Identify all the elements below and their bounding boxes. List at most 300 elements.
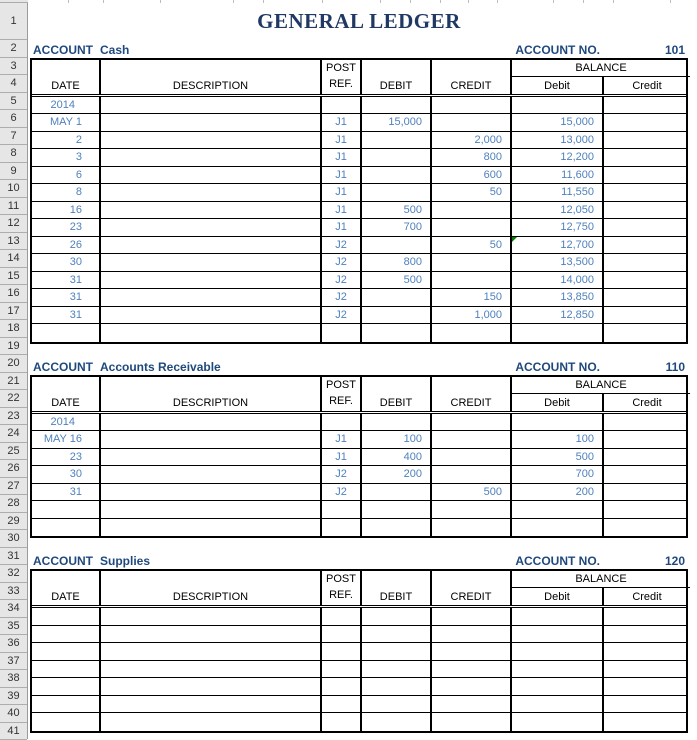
row-number[interactable]: 31 — [0, 548, 27, 566]
ledger-row — [32, 449, 686, 467]
cell-credit[interactable] — [430, 608, 510, 625]
cell-balance-debit[interactable] — [510, 696, 602, 713]
cell-credit[interactable]: 150 — [430, 289, 510, 306]
cell-credit[interactable] — [430, 414, 510, 431]
ledger-row — [32, 237, 686, 255]
row-number[interactable]: 29 — [0, 513, 27, 531]
ledger-row — [32, 608, 686, 626]
cell-description[interactable] — [99, 696, 320, 713]
col-header-debit: DEBIT — [360, 571, 430, 605]
ledger-table-header — [32, 377, 686, 414]
cell-credit[interactable] — [430, 626, 510, 643]
ref-label: REF. — [329, 77, 353, 92]
cell-date[interactable]: 16 — [32, 202, 99, 219]
cell-debit[interactable] — [360, 97, 430, 114]
account-label: ACCOUNT — [30, 554, 100, 568]
cell-date[interactable]: 31 — [32, 307, 99, 324]
cell-balance-debit[interactable]: 12,050 — [510, 202, 602, 219]
cell-date[interactable] — [32, 678, 99, 695]
cell-balance-debit[interactable] — [510, 97, 602, 114]
col-header-description: DESCRIPTION — [99, 60, 320, 94]
cell-balance-debit[interactable]: 12,700 — [510, 237, 602, 254]
cell-description[interactable] — [99, 678, 320, 695]
cell-debit[interactable] — [360, 307, 430, 324]
cell-balance-debit[interactable]: 200 — [510, 484, 602, 501]
row-number[interactable]: 7 — [0, 128, 27, 146]
cell-post-ref[interactable]: J1 — [320, 184, 360, 201]
cell-balance-debit[interactable] — [510, 713, 602, 731]
cell-post-ref[interactable]: J2 — [320, 466, 360, 483]
col-header-date: DATE — [32, 377, 99, 411]
row-number-gutter — [0, 3, 28, 739]
row-number[interactable]: 11 — [0, 198, 27, 216]
cell-post-ref[interactable]: J2 — [320, 272, 360, 289]
cell-debit[interactable]: 100 — [360, 431, 430, 448]
cell-balance-debit[interactable]: 13,000 — [510, 132, 602, 149]
cell-debit[interactable] — [360, 184, 430, 201]
cell-balance-credit[interactable] — [602, 132, 690, 149]
ledger-row — [32, 97, 686, 115]
cell-credit[interactable]: 50 — [430, 237, 510, 254]
ledger-row — [32, 184, 686, 202]
cell-credit[interactable] — [430, 519, 510, 537]
cell-description[interactable] — [99, 132, 320, 149]
cell-description[interactable] — [99, 414, 320, 431]
cell-credit[interactable] — [430, 97, 510, 114]
cell-balance-credit[interactable] — [602, 97, 690, 114]
account-name: Accounts Receivable — [100, 360, 221, 374]
cell-credit[interactable] — [430, 324, 510, 342]
cell-description[interactable] — [99, 466, 320, 483]
cell-debit[interactable] — [360, 678, 430, 695]
col-header-description: DESCRIPTION — [99, 571, 320, 605]
col-header-credit: CREDIT — [430, 571, 510, 605]
cell-post-ref[interactable] — [320, 626, 360, 643]
row-number[interactable]: 6 — [0, 110, 27, 128]
cell-debit[interactable] — [360, 132, 430, 149]
ledger-row — [32, 114, 686, 132]
cell-date[interactable]: 2014 — [32, 414, 99, 431]
cell-description[interactable] — [99, 149, 320, 166]
cell-date[interactable]: 30 — [32, 254, 99, 271]
col-header-balance-credit: Credit — [602, 588, 690, 605]
cell-post-ref[interactable] — [320, 696, 360, 713]
cell-post-ref[interactable] — [320, 414, 360, 431]
row-number[interactable]: 17 — [0, 303, 27, 321]
cell-balance-credit[interactable] — [602, 289, 690, 306]
ledger-row — [32, 202, 686, 220]
col-header-post-ref — [320, 60, 360, 94]
row-number[interactable]: 36 — [0, 635, 27, 653]
cell-post-ref[interactable] — [320, 501, 360, 518]
col-header-balance-credit: Credit — [602, 394, 690, 411]
col-header-balance-debit: Debit — [510, 394, 602, 411]
row-number[interactable]: 33 — [0, 583, 27, 601]
ledger-row — [32, 431, 686, 449]
cell-balance-credit[interactable] — [602, 501, 690, 518]
ledger-row — [32, 626, 686, 644]
ledger-row — [32, 484, 686, 502]
cell-debit[interactable]: 800 — [360, 254, 430, 271]
cell-credit[interactable] — [430, 501, 510, 518]
cell-date[interactable] — [32, 696, 99, 713]
cell-credit[interactable] — [430, 254, 510, 271]
cell-post-ref[interactable]: J1 — [320, 167, 360, 184]
cell-balance-debit[interactable] — [510, 678, 602, 695]
account-section — [30, 357, 688, 538]
cell-debit[interactable]: 700 — [360, 219, 430, 236]
col-header-balance-debit: Debit — [510, 588, 602, 605]
cell-date[interactable]: 31 — [32, 272, 99, 289]
ledger-table — [30, 58, 688, 344]
cell-debit[interactable] — [360, 501, 430, 518]
cell-date[interactable] — [32, 519, 99, 537]
cell-credit[interactable] — [430, 466, 510, 483]
cell-balance-debit[interactable] — [510, 414, 602, 431]
cell-debit[interactable] — [360, 484, 430, 501]
row-number[interactable]: 40 — [0, 705, 27, 723]
row-number[interactable]: 39 — [0, 688, 27, 706]
cell-credit[interactable]: 2,000 — [430, 132, 510, 149]
row-number[interactable]: 12 — [0, 215, 27, 233]
cell-balance-debit[interactable] — [510, 643, 602, 660]
cell-post-ref[interactable]: J1 — [320, 114, 360, 131]
cell-balance-debit[interactable] — [510, 626, 602, 643]
cell-description[interactable] — [99, 643, 320, 660]
cell-balance-debit[interactable]: 11,550 — [510, 184, 602, 201]
cell-credit[interactable] — [430, 114, 510, 131]
cell-date[interactable] — [32, 608, 99, 625]
cell-date[interactable] — [32, 661, 99, 678]
row-number[interactable]: 16 — [0, 285, 27, 303]
cell-credit[interactable] — [430, 272, 510, 289]
cell-balance-credit[interactable] — [602, 272, 690, 289]
cell-description[interactable] — [99, 431, 320, 448]
cell-credit[interactable] — [430, 219, 510, 236]
col-header-balance: BALANCE — [510, 571, 690, 588]
row-number[interactable]: 38 — [0, 670, 27, 688]
cell-post-ref[interactable] — [320, 608, 360, 625]
cell-description[interactable] — [99, 114, 320, 131]
cell-description[interactable] — [99, 713, 320, 731]
cell-balance-debit[interactable]: 12,750 — [510, 219, 602, 236]
cell-debit[interactable]: 400 — [360, 449, 430, 466]
cell-description[interactable] — [99, 519, 320, 537]
cell-balance-credit[interactable] — [602, 254, 690, 271]
cell-description[interactable] — [99, 608, 320, 625]
cell-debit[interactable] — [360, 149, 430, 166]
cell-description[interactable] — [99, 202, 320, 219]
cell-post-ref[interactable] — [320, 97, 360, 114]
ledger-row — [32, 661, 686, 679]
cell-post-ref[interactable]: J1 — [320, 219, 360, 236]
col-header-credit: CREDIT — [430, 377, 510, 411]
cell-balance-debit[interactable] — [510, 608, 602, 625]
cell-description[interactable] — [99, 254, 320, 271]
row-number[interactable]: 1 — [0, 3, 27, 40]
account-header-row — [30, 552, 688, 570]
row-number[interactable]: 4 — [0, 75, 27, 93]
post-label: POST — [326, 378, 356, 393]
cell-date[interactable] — [32, 713, 99, 731]
cell-balance-credit[interactable] — [602, 307, 690, 324]
cell-debit[interactable] — [360, 519, 430, 537]
cell-balance-credit[interactable] — [602, 149, 690, 166]
row-number[interactable]: 20 — [0, 355, 27, 373]
cell-post-ref[interactable] — [320, 519, 360, 537]
cell-description[interactable] — [99, 626, 320, 643]
row-number[interactable]: 2 — [0, 40, 27, 58]
cell-credit[interactable] — [430, 661, 510, 678]
cell-description[interactable] — [99, 272, 320, 289]
cell-balance-credit[interactable] — [602, 184, 690, 201]
row-number[interactable]: 37 — [0, 653, 27, 671]
cell-post-ref[interactable]: J2 — [320, 307, 360, 324]
cell-post-ref[interactable] — [320, 643, 360, 660]
cell-date[interactable] — [32, 643, 99, 660]
cell-description[interactable] — [99, 237, 320, 254]
col-header-balance: BALANCE — [510, 60, 690, 77]
cell-debit[interactable]: 500 — [360, 202, 430, 219]
cell-balance-credit[interactable] — [602, 167, 690, 184]
cell-debit[interactable] — [360, 713, 430, 731]
row-number[interactable]: 27 — [0, 478, 27, 496]
ledger-rows — [32, 97, 686, 342]
cell-date[interactable]: 26 — [32, 237, 99, 254]
row-number[interactable]: 34 — [0, 600, 27, 618]
cell-balance-credit[interactable] — [602, 661, 690, 678]
cell-balance-credit[interactable] — [602, 431, 690, 448]
cell-post-ref[interactable]: J1 — [320, 149, 360, 166]
cell-description[interactable] — [99, 97, 320, 114]
cell-date[interactable] — [32, 501, 99, 518]
cell-balance-debit[interactable]: 700 — [510, 466, 602, 483]
row-number[interactable]: 22 — [0, 390, 27, 408]
col-header-debit: DEBIT — [360, 377, 430, 411]
ledger-row — [32, 466, 686, 484]
cell-date[interactable]: MAY 16 — [32, 431, 99, 448]
cell-balance-debit[interactable]: 13,500 — [510, 254, 602, 271]
cell-description[interactable] — [99, 324, 320, 342]
cell-credit[interactable] — [430, 431, 510, 448]
cell-post-ref[interactable]: J1 — [320, 431, 360, 448]
account-label: ACCOUNT — [30, 43, 100, 57]
account-section — [30, 552, 688, 733]
cell-debit[interactable]: 200 — [360, 466, 430, 483]
row-number[interactable]: 14 — [0, 250, 27, 268]
cell-credit[interactable]: 1,000 — [430, 307, 510, 324]
cell-description[interactable] — [99, 661, 320, 678]
cell-balance-credit[interactable] — [602, 449, 690, 466]
cell-debit[interactable] — [360, 626, 430, 643]
cell-date[interactable]: 6 — [32, 167, 99, 184]
cell-debit[interactable] — [360, 237, 430, 254]
cell-credit[interactable] — [430, 449, 510, 466]
row-number[interactable]: 24 — [0, 425, 27, 443]
cell-balance-debit[interactable]: 12,850 — [510, 307, 602, 324]
account-no-label: ACCOUNT NO. — [515, 43, 600, 57]
cell-post-ref[interactable] — [320, 324, 360, 342]
cell-debit[interactable] — [360, 414, 430, 431]
col-header-debit: DEBIT — [360, 60, 430, 94]
cell-debit[interactable] — [360, 324, 430, 342]
cell-credit[interactable]: 600 — [430, 167, 510, 184]
cell-balance-credit[interactable] — [602, 678, 690, 695]
cell-balance-debit[interactable]: 12,200 — [510, 149, 602, 166]
cell-balance-debit[interactable]: 500 — [510, 449, 602, 466]
col-header-description: DESCRIPTION — [99, 377, 320, 411]
ledger-row — [32, 501, 686, 519]
cell-date[interactable]: 23 — [32, 449, 99, 466]
cell-date[interactable]: 8 — [32, 184, 99, 201]
row-number[interactable]: 8 — [0, 145, 27, 163]
account-name: Cash — [100, 43, 129, 57]
col-header-post-ref — [320, 571, 360, 605]
cell-balance-credit[interactable] — [602, 696, 690, 713]
page-title: GENERAL LEDGER — [257, 9, 461, 34]
row-number[interactable]: 28 — [0, 495, 27, 513]
row-number[interactable]: 35 — [0, 618, 27, 636]
cell-description[interactable] — [99, 484, 320, 501]
cell-balance-debit[interactable] — [510, 519, 602, 537]
cell-debit[interactable] — [360, 608, 430, 625]
cell-post-ref[interactable] — [320, 678, 360, 695]
cell-balance-debit[interactable]: 14,000 — [510, 272, 602, 289]
cell-balance-debit[interactable]: 15,000 — [510, 114, 602, 131]
ledger-row — [32, 307, 686, 325]
cell-balance-debit[interactable] — [510, 501, 602, 518]
row-number[interactable]: 26 — [0, 460, 27, 478]
cell-description[interactable] — [99, 449, 320, 466]
row-number[interactable]: 13 — [0, 233, 27, 251]
ledger-row — [32, 643, 686, 661]
row-number[interactable]: 23 — [0, 408, 27, 426]
ledger-row — [32, 219, 686, 237]
cell-post-ref[interactable]: J2 — [320, 254, 360, 271]
row-number[interactable]: 15 — [0, 268, 27, 286]
cell-balance-credit[interactable] — [602, 324, 690, 342]
ledger-row — [32, 678, 686, 696]
cell-date[interactable]: MAY 1 — [32, 114, 99, 131]
cell-debit[interactable] — [360, 661, 430, 678]
cell-credit[interactable] — [430, 696, 510, 713]
cell-description[interactable] — [99, 289, 320, 306]
row-number[interactable]: 21 — [0, 373, 27, 391]
ledger-table — [30, 569, 688, 733]
cell-debit[interactable]: 15,000 — [360, 114, 430, 131]
row-number[interactable]: 3 — [0, 58, 27, 76]
cell-debit[interactable] — [360, 643, 430, 660]
cell-balance-credit[interactable] — [602, 643, 690, 660]
cell-debit[interactable] — [360, 289, 430, 306]
cell-date[interactable]: 2 — [32, 132, 99, 149]
cell-post-ref[interactable]: J1 — [320, 202, 360, 219]
cell-description[interactable] — [99, 307, 320, 324]
row-number[interactable]: 30 — [0, 530, 27, 548]
ledger-row — [32, 414, 686, 432]
cell-date[interactable]: 30 — [32, 466, 99, 483]
cell-balance-credit[interactable] — [602, 114, 690, 131]
cell-balance-debit[interactable]: 11,600 — [510, 167, 602, 184]
cell-date[interactable]: 23 — [32, 219, 99, 236]
cell-balance-credit[interactable] — [602, 626, 690, 643]
cell-post-ref[interactable] — [320, 713, 360, 731]
cell-description[interactable] — [99, 501, 320, 518]
cell-description[interactable] — [99, 167, 320, 184]
col-header-balance-debit: Debit — [510, 77, 602, 94]
account-label: ACCOUNT — [30, 360, 100, 374]
row-number[interactable]: 19 — [0, 338, 27, 356]
cell-date[interactable]: 31 — [32, 289, 99, 306]
cell-balance-debit[interactable]: 13,850 — [510, 289, 602, 306]
cell-balance-credit[interactable] — [602, 414, 690, 431]
spacer-row — [30, 538, 688, 552]
cell-date[interactable] — [32, 324, 99, 342]
cell-balance-debit[interactable] — [510, 661, 602, 678]
cell-balance-credit[interactable] — [602, 202, 690, 219]
cell-debit[interactable] — [360, 167, 430, 184]
cell-credit[interactable]: 500 — [430, 484, 510, 501]
error-flag-icon — [512, 237, 517, 242]
cell-date[interactable]: 3 — [32, 149, 99, 166]
cell-post-ref[interactable]: J2 — [320, 484, 360, 501]
cell-description[interactable] — [99, 184, 320, 201]
cell-balance-credit[interactable] — [602, 237, 690, 254]
col-header-date: DATE — [32, 60, 99, 94]
row-number[interactable]: 32 — [0, 565, 27, 583]
ledger-rows — [32, 414, 686, 537]
cell-debit[interactable] — [360, 696, 430, 713]
post-label: POST — [326, 572, 356, 587]
cell-description[interactable] — [99, 219, 320, 236]
cell-debit[interactable]: 500 — [360, 272, 430, 289]
cell-balance-credit[interactable] — [602, 713, 690, 731]
cell-balance-credit[interactable] — [602, 608, 690, 625]
cell-balance-credit[interactable] — [602, 484, 690, 501]
cell-credit[interactable] — [430, 713, 510, 731]
row-number[interactable]: 18 — [0, 320, 27, 338]
cell-date[interactable]: 31 — [32, 484, 99, 501]
cell-credit[interactable] — [430, 202, 510, 219]
ledger-row — [32, 254, 686, 272]
cell-date[interactable]: 2014 — [32, 97, 99, 114]
cell-post-ref[interactable]: J2 — [320, 237, 360, 254]
cell-credit[interactable]: 50 — [430, 184, 510, 201]
cell-balance-credit[interactable] — [602, 519, 690, 537]
cell-post-ref[interactable] — [320, 661, 360, 678]
cell-date[interactable] — [32, 626, 99, 643]
row-number[interactable]: 41 — [0, 723, 27, 740]
account-number: 110 — [600, 360, 688, 374]
cell-balance-debit[interactable] — [510, 324, 602, 342]
cell-post-ref[interactable]: J2 — [320, 289, 360, 306]
col-header-balance-credit: Credit — [602, 77, 690, 94]
row-number[interactable]: 5 — [0, 93, 27, 111]
cell-credit[interactable]: 800 — [430, 149, 510, 166]
cell-balance-credit[interactable] — [602, 466, 690, 483]
row-number[interactable]: 9 — [0, 163, 27, 181]
cell-balance-debit[interactable]: 100 — [510, 431, 602, 448]
spacer-row — [30, 344, 688, 358]
row-number[interactable]: 25 — [0, 443, 27, 461]
cell-post-ref[interactable]: J1 — [320, 449, 360, 466]
cell-post-ref[interactable]: J1 — [320, 132, 360, 149]
cell-credit[interactable] — [430, 678, 510, 695]
cell-balance-credit[interactable] — [602, 219, 690, 236]
cell-credit[interactable] — [430, 643, 510, 660]
row-number[interactable]: 10 — [0, 180, 27, 198]
col-header-balance: BALANCE — [510, 377, 690, 394]
